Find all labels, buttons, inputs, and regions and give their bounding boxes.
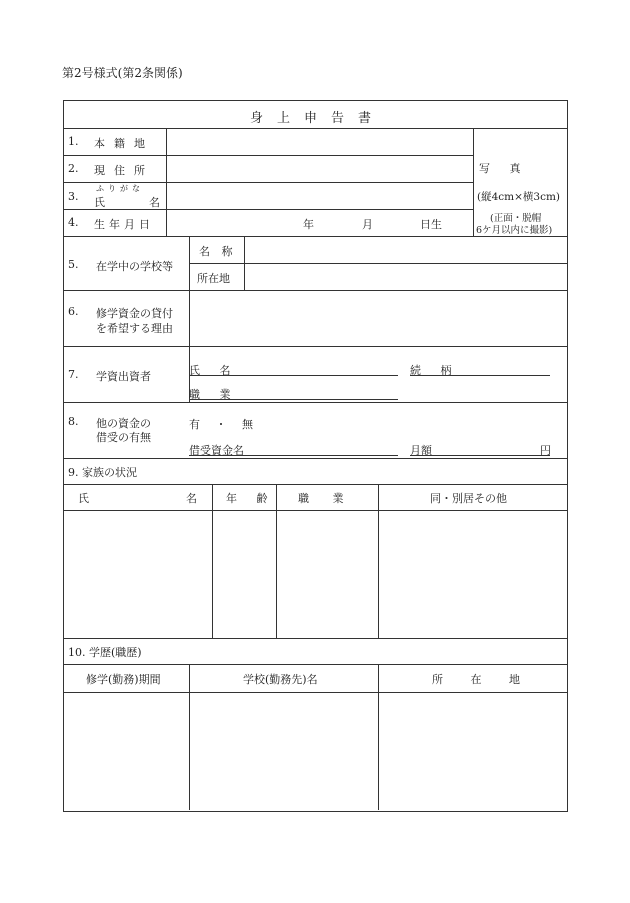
school-name-field[interactable] — [246, 238, 565, 262]
row-1-number: 1. — [68, 135, 79, 148]
row-8-number: 8. — [68, 415, 79, 428]
row-5-number: 5. — [68, 258, 79, 271]
genjusho-field[interactable] — [168, 157, 471, 181]
honseki-field[interactable] — [168, 130, 471, 154]
school-location-field[interactable] — [246, 265, 565, 289]
education-col-period: 修学(勤務)期間 — [86, 673, 161, 686]
family-table-body[interactable] — [64, 512, 566, 637]
row-3-number: 3. — [68, 190, 79, 203]
day-label: 日生 — [420, 218, 442, 231]
family-col-surname: 氏 — [78, 492, 89, 505]
photo-note-1: (正面・脱帽 — [490, 213, 542, 224]
investor-name-label: 氏 名 — [189, 364, 239, 377]
monthly-amount-label: 月額 — [410, 444, 432, 457]
birthdate-field[interactable] — [168, 211, 471, 235]
school-name-label: 名 称 — [199, 245, 237, 258]
investor-relation-label: 続 柄 — [410, 364, 460, 377]
school-location-label: 所在地 — [197, 272, 230, 285]
reason-label-2: を希望する理由 — [96, 322, 173, 335]
other-loan-label-2: 借受の有無 — [96, 431, 151, 444]
yes-no-option[interactable]: 有 ・ 無 — [189, 418, 259, 431]
family-col-job: 職 業 — [298, 492, 354, 505]
investor-label: 学資出資者 — [96, 370, 151, 383]
family-heading: 9. 家族の状況 — [68, 466, 137, 479]
year-label: 年 — [303, 218, 314, 231]
row-7-number: 7. — [68, 368, 79, 381]
investor-job-label: 職 業 — [189, 388, 239, 401]
education-col-location: 所 在 地 — [432, 673, 532, 686]
school-label: 在学中の学校等 — [96, 260, 173, 273]
genjusho-label: 現住所 — [94, 164, 154, 177]
photo-size: (縦4cm×横3cm) — [477, 191, 561, 203]
other-loan-label-1: 他の資金の — [96, 417, 151, 430]
form-title: 身上申告書 — [250, 111, 386, 126]
shimei-field[interactable] — [168, 184, 471, 208]
month-label: 月 — [362, 218, 373, 231]
family-col-cohabit: 同・別居その他 — [430, 492, 507, 505]
family-col-age: 年 齢 — [226, 492, 276, 505]
furigana-label: ふりがな — [96, 184, 144, 193]
education-heading: 10. 学歴(職歴) — [68, 646, 142, 659]
photo-note-2: 6ケ月以内に撮影) — [476, 225, 553, 236]
honseki-label: 本籍地 — [94, 137, 154, 150]
shimei-label: 氏名 — [94, 196, 204, 209]
reason-label-1: 修学資金の貸付 — [96, 307, 173, 320]
education-col-school: 学校(勤務先)名 — [243, 673, 318, 686]
education-table-body[interactable] — [64, 694, 566, 809]
row-6-number: 6. — [68, 305, 79, 318]
form-number-label: 第2号様式(第2条関係) — [62, 66, 183, 80]
reason-field[interactable] — [191, 292, 565, 344]
row-4-number: 4. — [68, 216, 79, 229]
family-col-given-name: 名 — [186, 492, 197, 505]
loan-fund-name-label: 借受資金名 — [189, 444, 244, 457]
photo-title: 写 真 — [479, 162, 529, 175]
yen-label: 円 — [540, 444, 551, 457]
row-2-number: 2. — [68, 162, 79, 175]
seinengappi-label: 生年月日 — [94, 218, 154, 231]
